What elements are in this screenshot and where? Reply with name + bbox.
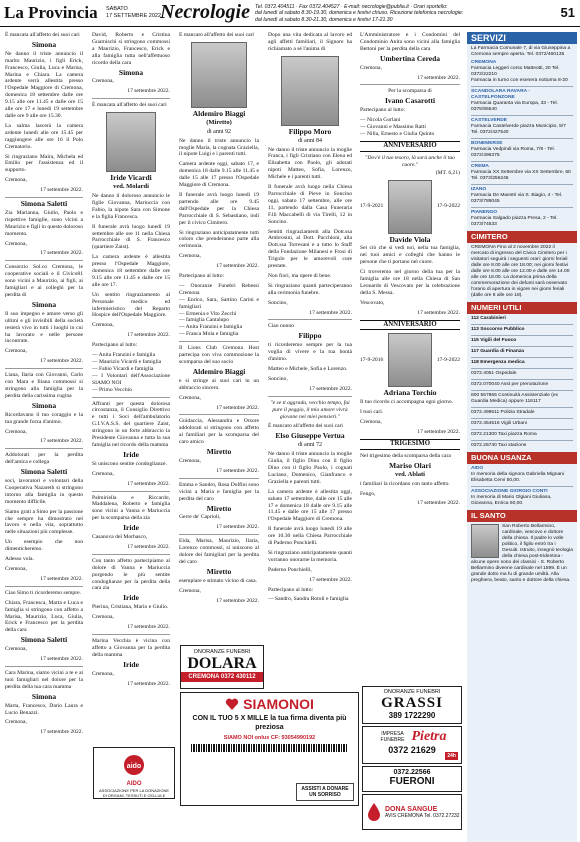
ad-fueroni[interactable]: 0372.22566 FUERONI [362, 766, 462, 792]
ad-dolara[interactable]: ONORANZE FUNEBRI DOLARA CREMONA 0372 430112 [180, 645, 264, 689]
pharmacy-entry: IZANO Farmacia De Maestri via S. Biagio, 4 - Tel. 0373/789045 [471, 187, 563, 204]
deceased-name: Miretto [206, 566, 232, 576]
divider [268, 319, 352, 320]
deceased-name: Davide Viola [389, 234, 431, 244]
pharmacy-entry: SCANDOLARA RAVARA - CASTELPONZONE Farmacia Quaranta via Europa, 33 - Tel. 0375/95540 [471, 89, 558, 112]
ad-pietra[interactable]: IMPRESA FUNEBRE Pietra 0372 21629 24h [362, 726, 462, 764]
quote: "Dov'è il tuo tesoro, là sarà anche il tuo cuore." [365, 154, 455, 168]
saint-image [471, 524, 499, 558]
divider [92, 397, 170, 398]
divider [5, 197, 83, 198]
pharmacy-entry: CREMONA Farmacia Leggeri corso Matteotti, 20 Tel. 0372/22210 Farmacia in turno con esenera notturna 8-20 [471, 60, 568, 83]
divider [360, 84, 460, 85]
divider [179, 341, 259, 342]
deceased-name: Aldemiro Biaggi [192, 108, 246, 118]
deceased-photo [388, 333, 432, 387]
anniversary-heading: ANNIVERSARIO [360, 141, 460, 152]
deceased-name: Simona [31, 400, 57, 410]
deceased-name: Aldemiro Biaggi [192, 366, 246, 376]
divider [92, 491, 170, 492]
deceased-name: Iride Vicardi [110, 173, 152, 183]
ad-siamonoi[interactable]: SIAMONOI CON IL TUO 5 X MILLE la tua firma diventa più preziosa SIAMO NOI onlus CF: 93054990192 ASSISTI A DONARE UN SORRISO [180, 692, 359, 806]
deceased-name: Mariso Olari [389, 460, 431, 470]
anniversary-heading: ANNIVERSARIO [360, 320, 460, 331]
pharmacy-entry: CREMA Farmacia XX Settembre via XX Settembre, 60 Tel. 0373/256246 [471, 164, 571, 181]
pharmacy-entry: CASTELVERDE Farmacia Castelverde piazza Municipio, 5/7 Tel. 0372/427540 [471, 118, 566, 135]
deceased-name: Filippo Moro [288, 126, 332, 136]
section-title: Necrologie [160, 1, 250, 23]
deceased-name: Umbertina Cereda [379, 53, 441, 63]
deceased-name: Simona [31, 299, 57, 309]
divider [5, 368, 83, 369]
divider [92, 554, 170, 555]
obituary-column-3: È mancato all'affetto dei suoi cari Aldemiro Biaggi (Miretto) di anni 92 Ne danno il triste annuncio la moglie Maria, la cognata Graziella, il nipote Luigi e i parenti tutti. Camera ardente oggi, sabato 17, e domenica 18 dalle 9.15 alle 11.45 e dalle 15 alle 17 presso l'Ospedale Maggiore di Cremona. Il funerale avrà luogo lunedì 19 partendo alle ore 9.45 dall'Ospedale per la Chiesa Parrocchiale di S. Sebastiano, indi per il civico Cimitero. Si ringraziano anticipatamente tutti coloro che prenderanno parte alla cerimonia. Cremona, 17 settembre 2022. Partecipano al lutto: — Onoranze Funebri Rebessi Cremona — Enrico, Sara, Sartino Carini e famigliari — Ermenia e Vito Zecchi — famiglia Cantalupo — Anita Franzini e famiglia — Franca Mola e famiglia Il Lions Club Cremona Host partecipa con viva commozione la scomparsa del suo socio Aldemiro Biaggi e si stringe ai suoi cari in un abbraccio sincero. Cremona, 17 settembre 2022. Guidaccia, Alessandra e Orsore addolorati si stringono con affetto ai familiari per la scomparsa del caro amico Miretto Cremona, 17 settembre 2022. Emma e Sandro, Rosa Dolfini sono vicini a Maria e famiglia per la perdita del caro Miretto Gerre de' Caprioli, 17 settembre 2022. Elda, Marisa, Maurizio, Ilaria, Lorenzo commossi, si uniscono al dolore dei famigliari per la perdita del caro Miretto esemplare e stimato vicino di casa. Cremona, 17 settembre 2022. [179, 32, 259, 604]
heart-icon [225, 697, 239, 711]
deceased-name: Simona [31, 691, 57, 701]
divider [5, 260, 83, 261]
divider [5, 586, 83, 587]
quote: "e se ti aggrada, vecchio tempo, fai pure il peggio, il mio amore vivrà giovane nei miei pensieri." [270, 399, 350, 420]
deceased-name: Ivano Casarotti [384, 96, 436, 106]
barcode [191, 744, 348, 752]
obituary-column-4: Dopo una vita dedicata al lavoro ed agli affetti familiari, il Signore ha richiamato a sé l'anima di Filippo Moro di anni 84 Ne danno il triste annuncio la moglie Franca, i figli Cristiano con Elena ed Elisabetta con Paolo, gli adorati nipoti Matteo, Sofia, Lorenzo, Michele e i parenti tutti. Il funerale avrà luogo nella Chiesa Parrocchiale di Pieve in Soncino oggi, sabato 17 settembre, alle ore 11, partendo dalla Casa Funeraria F.lli Maccabelli di via Tirelli, 12 in Soncino. Sentiti ringraziamenti alla Dott.ssa Ambrosini, al Dott. Pacchioni, alla Dott.ssa Torresani e a tutto lo Staff della Fondazione Milanesi e Frosi di Trigolo per le amorevoli cure prestate. Non fiori, ma opere di bene. Si ringraziano quanti parteciperanno alla cerimonia funebre. Soncino, 17 settembre 2022. Ciao nonno Filippo ti ricorderemo sempre per la tua voglia di vivere e la tua bontà d'animo. Matteo e Michele, Sofia e Lorenzo. Soncino, 17 settembre 2022. "e se ti aggrada, vecchio tempo, fai pure il peggio, il mio amore vivrà giovane nei miei pensieri." È mancato all'affetto dei suoi cari Elso Giuseppe Vertua di anni 72 Ne danno il triste annuncio la moglie Giulia, il figlio Dino con il figlio Dino con il figlio Paolo, i cognati Luciano, Domenico, Gianfranco e Graziella e parenti tutti. La camera ardente è allestita oggi, sabato 17 settembre, dalle ore 15 alle 17 e domenica 18 dalle ore 9.15 alle 11.45 e dalle ore 15 alle 17 presso l'Ospedale Maggiore di Cremona. Il funerale avrà luogo lunedì 19 alle ore 10.30 nella Chiesa Parrocchiale di Paderno Ponchielli. Si ringraziano anticipatamente quanti vorranno onorarne la memoria. Paderno Ponchielli, 17 settembre 2022. Partecipano al lutto: — Sandro, Sandra Rotoli e famiglia [268, 32, 352, 603]
page-header [0, 0, 580, 27]
trigesimo-heading: TRIGESIMO [360, 439, 460, 450]
siamonoi-logo: SIAMONOI [181, 696, 358, 712]
pharmacy-entry: BONEMERSE Farmacia Vedpindi via Roma, 7/9 - Tel. 0372/496375 [471, 141, 555, 158]
deceased-name: Simona Saletti [20, 467, 68, 477]
obituary-column-2: David, Roberto e Cristina Guarnischi si stringono commossi a Maurizio, Francesco, Erick e alla famiglia tutta nell'affettuoso ricordo della cara Simona Cremona, 17 settembre 2022. È mancata all'affetto dei suoi cari Iride Vicardi ved. Molardi Ne danno il doloroso annuncio le figlie Giovanna, Mariuccia con Fabio, la nipote Sara con Simone e la figlia Francesca. Il funerale avrà luogo lunedì 19 settembre alle ore 11 nella Chiesa Parrocchiale di S. Francesco (quartiere Zaist). La camera ardente è allestita presso l'Ospedale Maggiore, domenica 18 settembre dalle ore 9.15 alle ore 11.45 e dalle ore 15 alle ore 17. Un sentito ringraziamento al Personale medico ed infermieristico del Reparto Hospice dell'Ospedale Maggiore. Cremona, 17 settembre 2022. Partecipano al lutto: — Anita Franzini e famiglia — Maurizio Vicardi e famiglia — Fabio Vicardi e famiglia — I Volontari dell'Associazione SIAMO NOI — Primo Vecchio Affranti per questa dolorosa circostanza, il Consiglio Direttivo e tutti i Soci dell'ambulatorio G.I.V.A.S.S. del quartiere Zaist, stringono in un forte abbraccio la Presidente Giovanna e tutta la sua famiglia nel ricordo della mamma Iride Si uniscono sentite condoglianze. Cremona, 17 settembre 2022. Palmiriella e Riccardo, Maddalena, Roberto e famiglia sono vicini a Vanna e Mariuccia per la scomparsa della zia Iride Casanova del Morbasco, 17 settembre 2022. Con tanto affetto partecipiamo al dolore di Vanna e Mariuccia porgendo le più sentite condoglianze per la perdita della cara zia Iride Pierina, Cristiana, Mario e Giulio. Cremona, 17 settembre 2022. Marina Vecchia è vicina con affetto a Giovanna per la perdita della mamma Iride Cremona, 17 settembre 2022. [92, 32, 170, 687]
good-custom-heading: BUONA USANZA [467, 452, 577, 464]
divider [5, 448, 83, 449]
sidebar-title: SERVIZI [467, 32, 577, 44]
divider [179, 534, 259, 535]
ad-grassi[interactable]: ONORANZE FUNEBRI GRASSI 389 1722290 [362, 686, 462, 724]
page-number: 51 [560, 5, 575, 20]
obituary-column-1: È mancata all'affetto dei suoi cari Simona Ne danno il triste annuncio il marito Maurizio, i figli Erick, Francesco, Giulia, Luca e Marisa, Marina e Chiara. La camera ardente verrà allestita presso l'Ospedale Maggiore di Cremona, domenica 18 settembre dalle ore 9.15 alle ore 11.45 e dalle ore 15 alle ore 17 e lunedì 19 settembre dalle ore 9 alle ore 15.30. La salma lascerà la camera ardente lunedì alle ore 15.45 per raggiungere alle ore 16 il Polo Crematorio. Si ringraziano Maira, Michela ed Emilio per l'assistenza ed il supporto. Cremona, 17 settembre 2022. Simona Saletti Zia Marianna, Giulio, Paolo e rispettive famiglie, sono vicini a Maurizio e figli in questo doloroso momento. Cremona, 17 settembre 2022. Consorzio Sol.co Cremona, le cooperative sociali e il Civico81 sono vicini a Maurizio, ai figli, ai famigliari e ai colleghi per la perdita di Simona Il suo impegno e amore verso gli ultimi e gli invisibili della società resterà vivo in tutti i luoghi in cui ha lavorato e nelle persone incontrate. Cremona, 17 settembre 2022. Liana, Ilaria con Giovanni, Carlo con Mara e Iliana commossi si stringono alla famiglia per la perdita della carissima cugina Simona Ricordavano il tuo coraggio e la tua grande forza d'animo. Cremona, 17 settembre 2022. Addolorati per la perdita dell'amica e collega Simona Saletti soci, lavoratori e volontari della Cooperativa Nazareth si stringono intorno alla famiglia in questo momento difficile. Siamo grati a Simo per la passione che sempre ha dimostrato nel lavoro e nella vita, soprattutto nelle situazioni più complesse. Un esempio che non dimenticheremo. Adesso vola. Cremona, 17 settembre 2022. Ciao Simo ti ricorderemo sempre. Chiara, Francesca, Marta e Luca e famiglia si stringono con affetto a Marisa, Maurizio, Luca, Giulia, Erick e Francesco per la perdita della cara Simona Saletti Cremona, 17 settembre 2022. Cara Marina, siamo vicini a te e ai tuoi famigliari nel dolore per la perdita della tua cara mamma Simona Marta, Francesco, Dario Laura e Lucio Benazzi. Cremona, 17 settembre 2022. [5, 32, 83, 736]
deceased-photo [191, 42, 247, 108]
anniversary-photo-row: 17-9-2021 17-9-2022 [360, 180, 460, 234]
divider [268, 396, 352, 397]
deceased-name: Simona [31, 39, 57, 49]
issue-date: SABATO 17 SETTEMBRE 2022 [106, 6, 162, 19]
deceased-name: Elso Giuseppe Vertua [275, 431, 345, 441]
deceased-photo [106, 112, 156, 172]
deceased-name: Iride [123, 593, 139, 603]
ad-avis[interactable]: DONA SANGUE AVIS CREMONA Tel. 0372.27232 [362, 794, 462, 830]
deceased-name: Miretto [206, 447, 232, 457]
deceased-photo [281, 56, 339, 126]
saint-heading: IL SANTO [467, 510, 577, 522]
divider [179, 478, 259, 479]
deceased-name: Iride [123, 449, 139, 459]
divider [5, 666, 83, 667]
contact-info: Tel. 0372.404511 · Fax 0372.404527 · E-mail: necrologie@publia.it · Orari sportello: dal lunedì al sabato 8.30-19.30, domenica e festivi chiuso. Ricezione telefonica necrologie: dal lunedì al sabato 8.30-21.30, domenica e festivi 17-21.30 [255, 4, 464, 23]
services-sidebar: SERVIZI La Farmacia Comunale 7, di via Giuseppina a Cremona sempre aperta. Tel. 0372/460135 CREMONA Farmacia Leggeri corso Matteotti, 20 Tel. 0372/22210 Farmacia in turno con esenera notturna 8-20 SCANDOLARA RAVARA - CASTELPONZONE Farmacia Quaranta via Europa, 33 - Tel. 0375/95540 CASTELVERDE Farmacia Castelverde piazza Municipio, 5/7 Tel. 0372/427540 BONEMERSE Farmacia Vedpindi via Roma, 7/9 - Tel. 0372/496375 CREMA Farmacia XX Settembre via XX Settembre, 60 Tel. 0373/256246 IZANO Farmacia De Maestri via S. Biagio, 4 - Tel. 0373/789045 PIANENGO Farmacia Salgado piazza Presa, 2 - Tel. 0373/74533 CIMITERO CREMONA Fino al 2 novembre 2022 il mercato di ingresso del Civico Cimitero per i visitatori seguirà i seguenti orari: giorni feriali dalle ore 8.00 alle ore 18.00; nei giorni festivi dalle ore 8.00 alle ore 12.00 e dalle ore 14.00 alle ore 18.00. La domenica prima della commemorazione dei defunti sarà osservato l'orario di apertura in vigore nei giorni feriali (dalle ore 8 alle ore 18). NUMERI UTILI 112 Carabinieri 113 Soccorso Pubblico 115 Vigili del Fuoco 117 Guardia di Finanza 118 Emergenza medica 0372.4051 Ospedale 0372.070040 Asst per prenotazione 800 567866 Continuità Assistenziale (ex Guardia Medica) oppure 116117 0372.499511 Polizia Stradale 0372.454516 Vigili Urbani 0372.21300 Taxi piazza Roma 0372.26740 Taxi stazione BUONA USANZA AIDO In memoria della signora Gabriella Mignani Elisabetta Cervi 50,00. ASSOCIAZIONE GIORGIO CONTI In memoria di Mario Olgiani Giuliana, Giovanna, Enrica 50,00. IL SANTO San Roberto Bellarmino, cardinale, vescovo e dottore della chiesa. Il padre lo volle politico, il figlio entrò tra i Gesuiti. Istruito, insegnò teologia della chiesa post-tridentina - alcune opere sono dei classici - S. Roberto Bellarmino divenne cardinale nel 1599. È un grande dotto ma fu di grande umiltà. Alla preghiera, beato, santo e dottore della chiesa. [467, 32, 577, 842]
cemetery-heading: CIMITERO [467, 231, 577, 243]
deceased-photo [388, 180, 432, 234]
anniversary-photo-row: 17-9-2016 17-9-2022 [360, 333, 460, 387]
deceased-name: Iride [123, 659, 139, 669]
divider [179, 414, 259, 415]
divider [92, 634, 170, 635]
divider [92, 98, 170, 99]
ad-aido[interactable]: aido AIDO ASSOCIAZIONE PER LA DONAZIONE DI ORGANI, TESSUTI E CELLULE [93, 747, 175, 799]
deceased-name: Filippo [298, 331, 322, 341]
pharmacy-entry: PIANENGO Farmacia Salgado piazza Presa, 2 - Tel. 0373/74533 [471, 210, 558, 227]
newspaper-logo: La Provincia [4, 3, 98, 22]
svg-text:aido: aido [126, 763, 142, 770]
deceased-name: Simona Saletti [20, 635, 68, 645]
obituary-column-5: L'Amministratore e i Condomini del Condominio Anita sono vicini alla famiglia Bettoni per la perdita della cara Umbertina Cereda Cremona, 17 settembre 2022. Per la scomparsa di Ivano Casarotti Partecipano al lutto: — Nicola Gorlani — Giovanni e Massimo Ratti — Nilla, Ernesto e Giulia Quinto ANNIVERSARIO "Dov'è il tuo tesoro, là sarà anche il tuo cuore." (MT. 6,21) 17-9-2021 17-9-2022 Davide Viola Sei ciò che si vedi noi, nella tua famiglia, nei tuoi amici e colleghi che hanno le persone che ti portano nel cuore. Ci troveremo nel giorno della tua per la famiglia alle ore 18 nella Chiesa di San Leonardo di Vescovato per la celebrazione della S. Messa. Vescovato, 17 settembre 2022. ANNIVERSARIO 17-9-2016 17-9-2022 Adriana Torchio Il tuo ricordo ci accompagna ogni giorno. I tuoi cari. Cremona, 17 settembre 2022. TRIGESIMO Nel trigesimo della scomparsa della cara Mariso Olari ved. Ablati i familiari la ricordano con tanto affetto. Fengo, 17 settembre 2022. [360, 32, 460, 507]
deceased-name: Adriana Torchio [383, 388, 437, 398]
deceased-name: Miretto [206, 503, 232, 513]
deceased-name: Simona [118, 67, 144, 77]
useful-numbers-heading: NUMERI UTILI [467, 302, 577, 314]
deceased-name: Simona Saletti [20, 199, 68, 209]
deceased-name: Iride [123, 523, 139, 533]
blood-drop-icon [366, 802, 382, 822]
aido-logo-icon [123, 754, 145, 776]
